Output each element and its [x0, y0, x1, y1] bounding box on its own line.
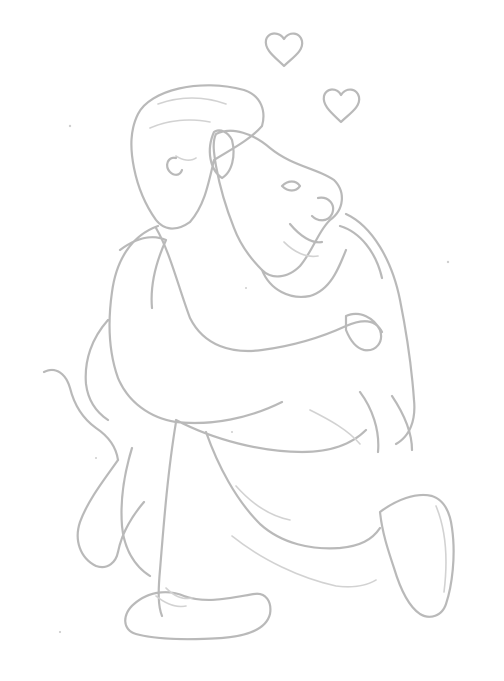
person-knee-fold	[236, 410, 360, 520]
shoe-back-sole	[436, 506, 446, 592]
shoe-back	[380, 495, 454, 617]
dog-tail	[44, 370, 118, 460]
person-ear	[167, 158, 182, 175]
dog-chest	[262, 226, 382, 297]
dog-eye	[282, 182, 300, 191]
heart-icon	[266, 33, 302, 66]
heart-icon	[324, 89, 359, 122]
dog-nose-snout	[290, 198, 333, 243]
dog-front-leg	[360, 392, 412, 452]
shoe-front	[125, 592, 270, 639]
person-sleeve	[120, 237, 166, 308]
dog-rump	[86, 320, 108, 420]
person-head	[131, 85, 263, 228]
person-shin	[159, 422, 176, 616]
dog-hind-leg	[78, 460, 144, 567]
person-hand	[346, 314, 381, 350]
person-lower-leg-front	[206, 432, 380, 548]
dog-belly	[232, 536, 376, 587]
person-torso	[110, 226, 282, 423]
